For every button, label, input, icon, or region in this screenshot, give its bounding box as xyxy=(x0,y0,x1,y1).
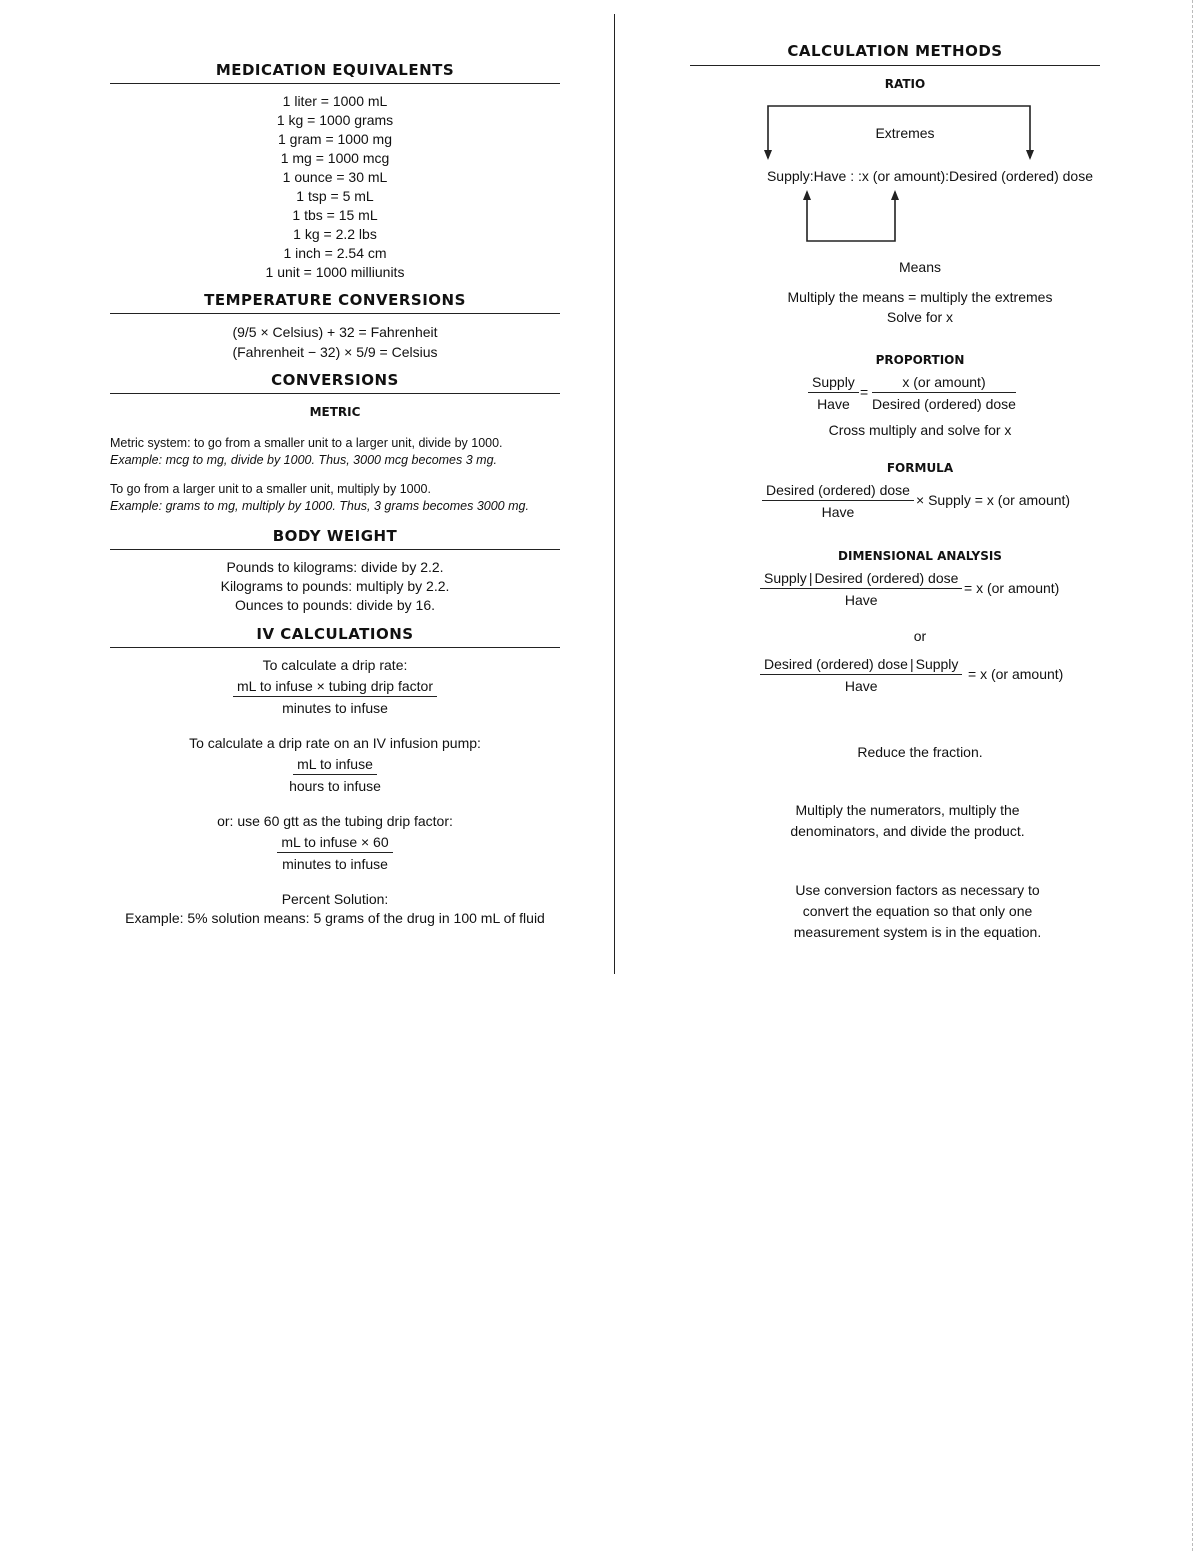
dimensional-or: or xyxy=(913,628,927,644)
calculation-methods-heading: CALCULATION METHODS xyxy=(690,42,1100,60)
heading-rule xyxy=(690,65,1100,66)
fraction-denominator: Have xyxy=(817,396,850,412)
reduce-fraction-note: Reduce the fraction. xyxy=(857,744,983,760)
fraction-numerator: Supply xyxy=(808,374,859,393)
body-weight-item: Pounds to kilograms: divide by 2.2. xyxy=(226,559,444,575)
fraction-numerator: Desired (ordered) dose | Supply xyxy=(760,656,962,675)
pump-rate-intro: To calculate a drip rate on an IV infusion pump: xyxy=(189,735,481,751)
equivalent-item: 1 tsp = 5 mL xyxy=(296,188,374,204)
fraction-denominator: Have xyxy=(844,592,878,608)
heading-rule xyxy=(110,647,560,648)
drip-rate-intro: To calculate a drip rate: xyxy=(262,657,408,673)
formula-tail: × Supply = x (or amount) xyxy=(916,492,1071,508)
proportion-equals: = xyxy=(860,384,869,400)
dimensional-fraction-2 xyxy=(760,656,962,694)
means-label: Means xyxy=(898,259,942,275)
heading-rule xyxy=(110,549,560,550)
heading-rule xyxy=(110,83,560,84)
metric-paragraph-1: Metric system: to go from a smaller unit to a larger unit, divide by 1000. Example: mcg to mg, divide by 1000. Thus, 3000 mcg becomes 3 mg. xyxy=(110,436,503,467)
fraction-denominator: Desired (ordered) dose xyxy=(872,396,1016,412)
dimensional-analysis-subheading: DIMENSIONAL ANALYSIS xyxy=(838,549,1002,563)
body-weight-item: Kilograms to pounds: multiply by 2.2. xyxy=(220,578,450,594)
conversions-heading: CONVERSIONS xyxy=(110,371,560,389)
metric-subheading: METRIC xyxy=(309,405,361,419)
equivalent-item: 1 kg = 1000 grams xyxy=(276,112,394,128)
conversion-factors-note: Use conversion factors as necessary to convert the equation so that only one measurement system is in the equation. xyxy=(793,882,1042,940)
heading-rule xyxy=(110,393,560,394)
fraction-numerator: mL to infuse × 60 xyxy=(277,834,392,853)
drip-rate-fraction xyxy=(110,678,560,716)
fraction-denominator: Have xyxy=(844,678,878,694)
equivalent-item: 1 tbs = 15 mL xyxy=(292,207,378,223)
fraction-numerator: Desired (ordered) dose xyxy=(762,482,914,501)
metric-paragraph-2: To go from a larger unit to a smaller unit, multiply by 1000. Example: grams to mg, multiply by 1000. Thus, 3 grams becomes 3000 mg. xyxy=(110,482,529,513)
dimensional-tail-1: = x (or amount) xyxy=(964,580,1060,596)
fraction-numerator: mL to infuse × tubing drip factor xyxy=(233,678,437,697)
formula-subheading: FORMULA xyxy=(886,461,954,475)
percent-solution-example: Example: 5% solution means: 5 grams of the drug in 100 mL of fluid xyxy=(125,910,545,926)
fraction-denominator: Have xyxy=(821,504,855,520)
equivalent-item: 1 inch = 2.54 cm xyxy=(283,245,387,261)
fraction-numerator: x (or amount) xyxy=(872,374,1015,393)
equivalent-item: 1 unit = 1000 milliunits xyxy=(265,264,405,280)
formula-fraction xyxy=(762,482,914,520)
equivalent-item: 1 kg = 2.2 lbs xyxy=(293,226,377,242)
equivalent-item: 1 liter = 1000 mL xyxy=(282,93,388,109)
fraction-denominator: minutes to infuse xyxy=(282,856,388,872)
temperature-formula: (9/5 × Celsius) + 32 = Fahrenheit xyxy=(232,324,438,340)
heading-rule xyxy=(110,313,560,314)
extremes-label: Extremes xyxy=(875,125,935,141)
temperature-heading: TEMPERATURE CONVERSIONS xyxy=(110,291,560,309)
equivalent-item: 1 ounce = 30 mL xyxy=(282,169,388,185)
proportion-note: Cross multiply and solve for x xyxy=(828,422,1012,438)
dimensional-fraction-1 xyxy=(760,570,962,608)
proportion-right-fraction xyxy=(872,374,1016,412)
column-divider xyxy=(614,14,615,974)
proportion-left-fraction xyxy=(808,374,859,412)
fraction-denominator: hours to infuse xyxy=(289,778,381,794)
equivalent-item: 1 gram = 1000 mg xyxy=(277,131,392,147)
alt-drip-intro: or: use 60 gtt as the tubing drip factor: xyxy=(217,813,453,829)
body-weight-heading: BODY WEIGHT xyxy=(110,527,560,545)
medication-equivalents-heading: MEDICATION EQUIVALENTS xyxy=(110,61,560,79)
fraction-numerator: Supply | Desired (ordered) dose xyxy=(760,570,962,589)
fraction-denominator: minutes to infuse xyxy=(282,700,388,716)
ratio-subheading: RATIO xyxy=(884,77,926,91)
fraction-numerator: mL to infuse xyxy=(293,756,377,775)
ratio-equation: Supply:Have : :x (or amount):Desired (ordered) dose xyxy=(766,168,1094,184)
page-edge-line xyxy=(1192,0,1193,1551)
ratio-rule: Multiply the means = multiply the extremes xyxy=(787,289,1053,305)
multiply-numerators-note: Multiply the numerators, multiply the denominators, and divide the product. xyxy=(790,802,1025,839)
alt-drip-fraction xyxy=(110,834,560,872)
equivalent-item: 1 mg = 1000 mcg xyxy=(280,150,390,166)
pump-rate-fraction xyxy=(110,756,560,794)
proportion-subheading: PROPORTION xyxy=(875,353,965,367)
percent-solution-title: Percent Solution: xyxy=(281,891,389,907)
temperature-formula: (Fahrenheit − 32) × 5/9 = Celsius xyxy=(232,344,438,360)
body-weight-item: Ounces to pounds: divide by 16. xyxy=(234,597,436,613)
dimensional-tail-2: = x (or amount) xyxy=(968,666,1064,682)
ratio-solve: Solve for x xyxy=(886,309,954,325)
iv-calculations-heading: IV CALCULATIONS xyxy=(110,625,560,643)
